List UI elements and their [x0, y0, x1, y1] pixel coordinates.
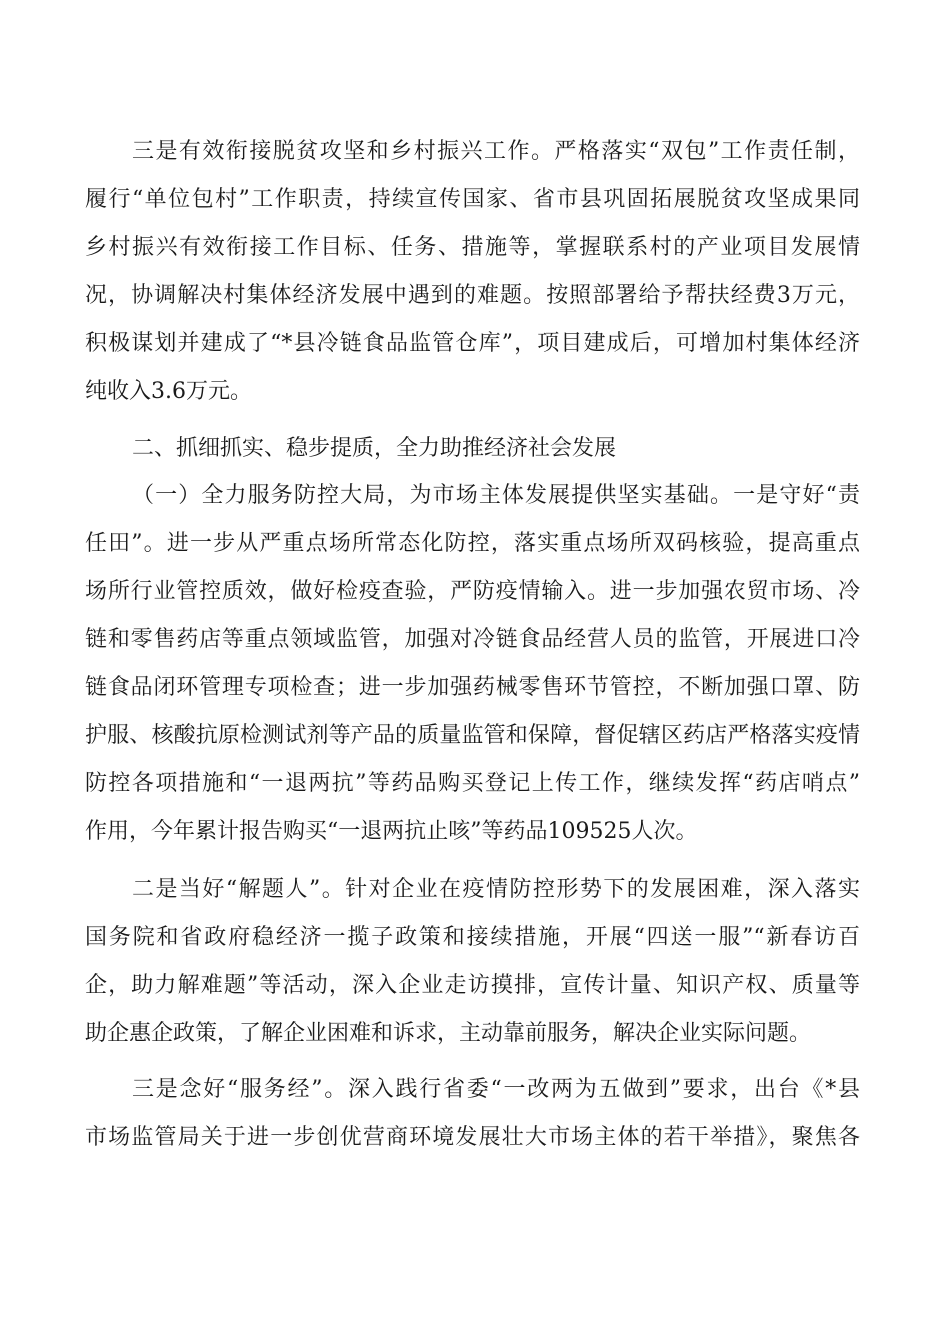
text-line: 国务院和省政府稳经济一揽子政策和接续措施，开展“四送一服”“新春访百	[85, 925, 860, 950]
text-line: 积极谋划并建成了“*县冷链食品监管仓库”，项目建成后，可增加村集体经济	[85, 331, 860, 356]
text-line: 助企惠企政策，了解企业困难和诉求，主动靠前服务，解决企业实际问题。	[85, 1021, 812, 1046]
text-line: 况，协调解决村集体经济发展中遇到的难题。按照部署给予帮扶经费3万元，	[85, 283, 860, 308]
text-line: 防控各项措施和“一退两抗”等药品购买登记上传工作，继续发挥“药店哨点”	[85, 771, 860, 796]
text-line: 二是当好“解题人”。针对企业在疫情防控形势下的发展困难，深入落实	[132, 877, 860, 902]
text-line: 乡村振兴有效衔接工作目标、任务、措施等，掌握联系村的产业项目发展情	[85, 235, 860, 260]
text-line: （一）全力服务防控大局，为市场主体发展提供坚实基础。一是守好“责	[132, 483, 860, 508]
text-line: 任田”。进一步从严重点场所常态化防控，落实重点场所双码核验，提高重点	[85, 531, 860, 556]
text-line: 三是念好“服务经”。深入践行省委“一改两为五做到”要求，出台《*县	[132, 1077, 860, 1102]
text-line: 纯收入3.6万元。	[85, 379, 252, 404]
text-line: 链食品闭环管理专项检查；进一步加强药械零售环节管控，不断加强口罩、防	[85, 675, 860, 700]
section-heading: 二、抓细抓实、稳步提质，全力助推经济社会发展	[132, 436, 617, 461]
text-line: 场所行业管控质效，做好检疫查验，严防疫情输入。进一步加强农贸市场、冷	[85, 579, 860, 604]
text-line: 履行“单位包村”工作职责，持续宣传国家、省市县巩固拓展脱贫攻坚成果同	[85, 187, 860, 212]
text-line: 企，助力解难题”等活动，深入企业走访摸排，宣传计量、知识产权、质量等	[85, 973, 860, 998]
text-line: 护服、核酸抗原检测试剂等产品的质量监管和保障，督促辖区药店严格落实疫情	[85, 723, 860, 748]
text-line: 链和零售药店等重点领域监管，加强对冷链食品经营人员的监管，开展进口冷	[85, 627, 860, 652]
text-line: 作用，今年累计报告购买“一退两抗止咳”等药品109525人次。	[85, 819, 698, 844]
text-line: 三是有效衔接脱贫攻坚和乡村振兴工作。严格落实“双包”工作责任制，	[132, 139, 860, 164]
text-line: 市场监管局关于进一步创优营商环境发展壮大市场主体的若干举措》，聚焦各	[85, 1125, 860, 1150]
